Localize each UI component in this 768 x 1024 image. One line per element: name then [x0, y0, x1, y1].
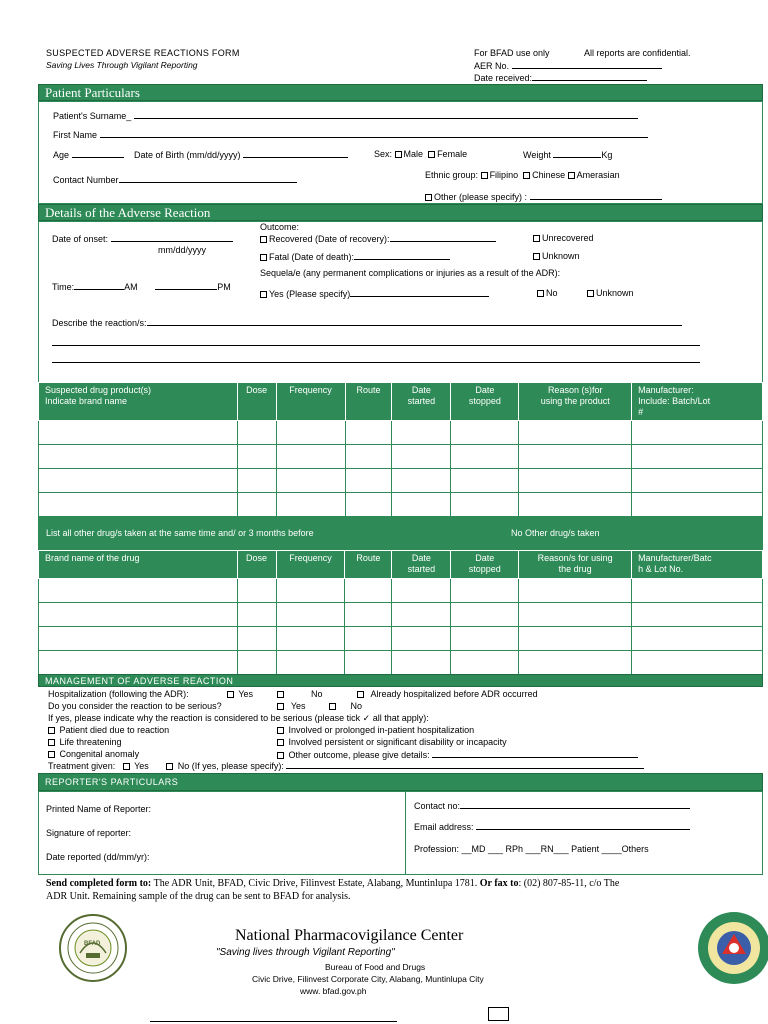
table-row	[39, 651, 763, 675]
other-outcome-checkbox[interactable]	[277, 752, 284, 759]
life-threatening-option[interactable]: Life threatening	[48, 737, 122, 747]
confidential-note: All reports are confidential.	[584, 48, 691, 58]
reporter-name-field[interactable]: Printed Name of Reporter:	[46, 804, 152, 814]
col-route: Route	[345, 383, 392, 421]
dob-field[interactable]: Date of Birth (mm/dd/yyyy)	[134, 149, 348, 160]
col-frequency: Frequency	[276, 551, 345, 579]
contact-number-field[interactable]: Contact Number	[53, 174, 297, 185]
unknown-outcome-checkbox[interactable]	[533, 253, 540, 260]
col-frequency: Frequency	[276, 383, 345, 421]
send-instructions: Send completed form to: The ADR Unit, BFAD, Civic Drive, Filinvest Estate, Alabang, Muntinlupa 1781. Or fax to: (02) 807-85-11, c/o The	[46, 878, 620, 889]
send-instructions-line2: ADR Unit. Remaining sample of the drug can be sent to BFAD for analysis.	[46, 891, 351, 902]
bfad-seal-text: BFAD	[84, 941, 101, 947]
onset-field[interactable]: Date of onset:	[52, 233, 233, 244]
serious-yes-checkbox[interactable]	[277, 703, 284, 710]
life-threatening-checkbox[interactable]	[48, 739, 55, 746]
ethnic-other-field[interactable]: Other (please specify) :	[425, 191, 662, 202]
unrecovered-checkbox[interactable]	[533, 235, 540, 242]
center-tagline: "Saving lives through Vigilant Reporting"	[216, 947, 395, 958]
other-drugs-table	[38, 550, 763, 675]
already-hosp-checkbox[interactable]	[357, 691, 364, 698]
col-reason: Reason/s for using the drug	[519, 551, 632, 579]
chinese-checkbox[interactable]	[523, 172, 530, 179]
sequelae-no-checkbox[interactable]	[537, 290, 544, 297]
reporter-signature-field[interactable]: Signature of reporter:	[46, 828, 132, 838]
congenital-checkbox[interactable]	[48, 751, 55, 758]
col-brand-name: Brand name of the drug	[39, 551, 238, 579]
surname-field[interactable]: Patient's Surname_	[53, 110, 638, 121]
bureau-name: Bureau of Food and Drugs	[325, 962, 426, 972]
weight-field[interactable]: Weight Kg	[523, 150, 613, 160]
col-dose: Dose	[237, 551, 276, 579]
profession-field[interactable]: Profession: __MD ___ RPh ___RN___ Patient ____Others	[414, 844, 649, 854]
hosp-no-option[interactable]: No	[277, 689, 323, 699]
bureau-website[interactable]: www. bfad.gov.ph	[300, 986, 367, 996]
sex-field: Sex: Male Female	[374, 149, 468, 159]
doh-seal-logo	[698, 910, 768, 986]
col-reason: Reason (s)for using the product	[519, 383, 632, 421]
sequelae-yes-option[interactable]: Yes (Please specify)	[260, 288, 489, 299]
fatal-checkbox[interactable]	[260, 254, 267, 261]
unknown-outcome-option[interactable]: Unknown	[533, 251, 580, 261]
table-row	[39, 579, 763, 603]
table-row	[39, 627, 763, 651]
reaction-section-box	[38, 221, 763, 383]
onset-format: mm/dd/yyyy	[158, 245, 207, 255]
col-date-started: Date started	[392, 383, 451, 421]
disability-checkbox[interactable]	[277, 739, 284, 746]
other-outcome-option[interactable]: Other outcome, please give details:	[277, 749, 638, 760]
serious-yes-option[interactable]: Yes	[277, 701, 306, 711]
outcome-label: Outcome:	[260, 222, 300, 232]
serious-instructions: If yes, please indicate why the reaction is considered to be serious (please tick ✓ all that apply):	[48, 713, 429, 723]
treatment-yes-checkbox[interactable]	[123, 763, 130, 770]
management-section-header: MANAGEMENT OF ADVERSE REACTION	[38, 674, 763, 687]
other-drugs-label: List all other drug/s taken at the same time and/ or 3 months before	[46, 528, 314, 538]
suspected-drug-table	[38, 382, 763, 517]
form-title: SUSPECTED ADVERSE REACTIONS FORM	[46, 48, 240, 58]
time-field[interactable]: Time: AM PM	[52, 282, 231, 292]
sequelae-unknown-option[interactable]: Unknown	[587, 288, 634, 298]
date-reported-field[interactable]: Date reported (dd/mm/yr):	[46, 852, 150, 862]
table-row	[39, 445, 763, 469]
serious-no-checkbox[interactable]	[329, 703, 336, 710]
reporter-divider	[405, 791, 406, 875]
signature-line	[150, 1021, 397, 1022]
form-tagline: Saving Lives Through Vigilant Reporting	[46, 60, 198, 70]
ethnic-group: Ethnic group: Filipino Chinese Amerasian	[425, 170, 620, 180]
describe-line-3[interactable]	[52, 362, 700, 363]
date-received-field[interactable]: Date received:	[474, 72, 647, 83]
no-other-drugs-option[interactable]: No Other drug/s taken	[511, 528, 600, 538]
prolonged-option[interactable]: Involved or prolonged in-patient hospitalization	[277, 725, 474, 735]
sequelae-no-option[interactable]: No	[537, 288, 558, 298]
treatment-no-checkbox[interactable]	[166, 763, 173, 770]
sequelae-yes-checkbox[interactable]	[260, 291, 267, 298]
unrecovered-option[interactable]: Unrecovered	[533, 233, 594, 243]
col-dose: Dose	[237, 383, 276, 421]
prolonged-checkbox[interactable]	[277, 727, 284, 734]
col-suspected-drug: Suspected drug product(s) Indicate brand name	[39, 383, 238, 421]
recovered-checkbox[interactable]	[260, 236, 267, 243]
serious-no-option[interactable]: No	[329, 701, 362, 711]
male-checkbox[interactable]	[395, 151, 402, 158]
hosp-no-checkbox[interactable]	[277, 691, 284, 698]
email-field[interactable]: Email address:	[414, 821, 690, 832]
reaction-section-header: Details of the Adverse Reaction	[38, 204, 763, 221]
died-option[interactable]: Patient died due to reaction	[48, 725, 169, 735]
other-checkbox[interactable]	[425, 194, 432, 201]
recovered-option[interactable]: Recovered (Date of recovery):	[260, 233, 496, 244]
bureau-address: Civic Drive, Filinvest Corporate City, Alabang, Muntinlupa City	[252, 974, 484, 984]
hosp-yes-checkbox[interactable]	[227, 691, 234, 698]
bfad-use-label: For BFAD use only	[474, 48, 550, 58]
female-checkbox[interactable]	[428, 151, 435, 158]
col-manufacturer: Manufacturer: Include: Batch/Lot #	[632, 383, 763, 421]
col-manufacturer: Manufacturer/Batc h & Lot No.	[632, 551, 763, 579]
contact-no-field[interactable]: Contact no:	[414, 800, 690, 811]
treatment-field[interactable]: Treatment given: Yes No (If yes, please specify):	[48, 760, 644, 771]
sequelae-label: Sequela/e (any permanent complications or injuries as a result of the ADR):	[260, 268, 561, 278]
filipino-checkbox[interactable]	[481, 172, 488, 179]
describe-reaction-field[interactable]: Describe the reaction/s:	[52, 317, 682, 328]
disability-option[interactable]: Involved persistent or significant disability or incapacity	[277, 737, 507, 747]
hospitalization-label: Hospitalization (following the ADR):	[48, 689, 189, 699]
doh-seal-text	[498, 910, 527, 911]
hosp-yes-option[interactable]: Yes	[227, 689, 253, 699]
table-row	[39, 603, 763, 627]
table-row	[39, 493, 763, 517]
aer-no-field[interactable]: AER No.	[474, 60, 662, 71]
age-field[interactable]: Age	[53, 149, 124, 160]
col-date-stopped: Date stopped	[451, 551, 519, 579]
reporter-section-header: REPORTER'S PARTICULARS	[38, 773, 763, 791]
table-row	[39, 421, 763, 445]
sequelae-unknown-checkbox[interactable]	[587, 290, 594, 297]
serious-question: Do you consider the reaction to be serious?	[48, 701, 222, 711]
amerasian-checkbox[interactable]	[568, 172, 575, 179]
fatal-option[interactable]: Fatal (Date of death):	[260, 251, 450, 262]
col-date-stopped: Date stopped	[451, 383, 519, 421]
congenital-option[interactable]: Congenital anomaly	[48, 749, 139, 759]
died-checkbox[interactable]	[48, 727, 55, 734]
page-box	[488, 1007, 509, 1021]
first-name-field[interactable]: First Name	[53, 129, 648, 140]
bfad-seal-logo	[58, 913, 128, 983]
table-row	[39, 469, 763, 493]
already-hosp-option[interactable]: Already hospitalized before ADR occurred	[357, 689, 538, 699]
patient-section-header: Patient Particulars	[38, 84, 763, 101]
center-name: National Pharmacovigilance Center	[235, 927, 464, 944]
col-date-started: Date started	[392, 551, 451, 579]
col-route: Route	[345, 551, 392, 579]
describe-line-2[interactable]	[52, 345, 700, 346]
